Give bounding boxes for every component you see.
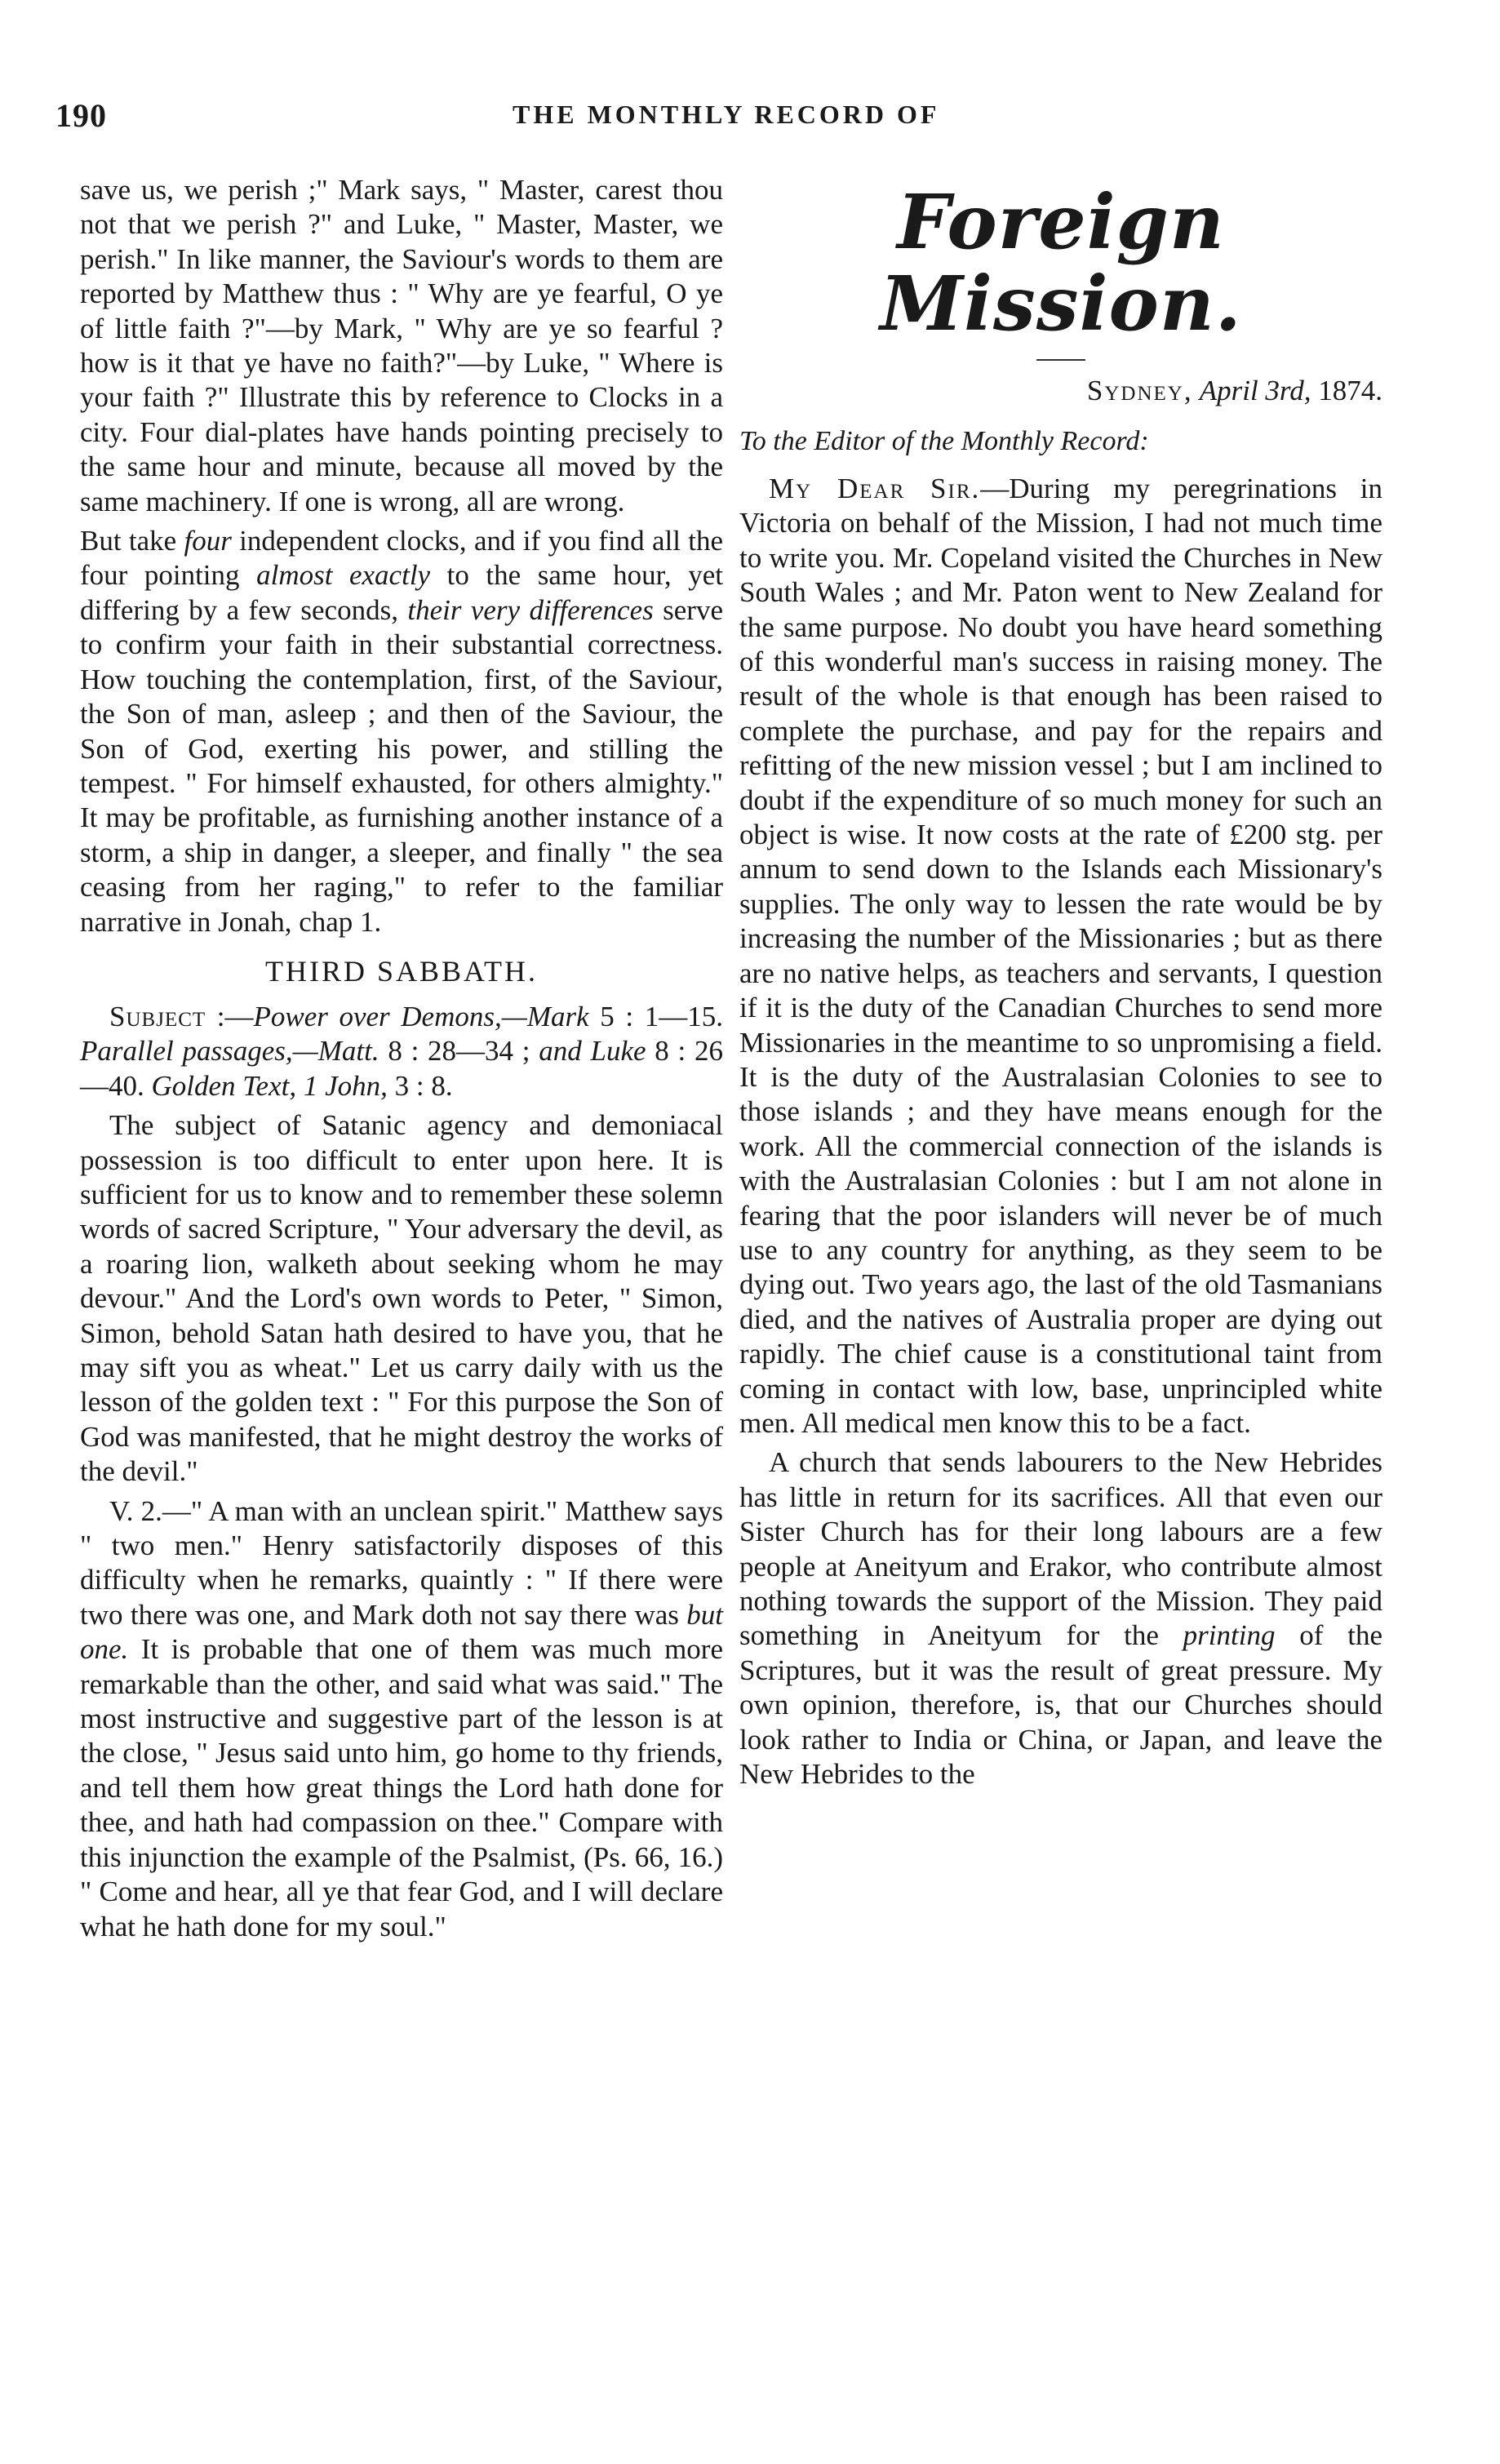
paragraph-clocks (80, 524, 723, 939)
subject-paragraph (80, 1000, 723, 1103)
paragraph-continuation: save us, we perish ;" Mark says, " Master, carest thou not that we perish ?" and Luke, " Master, Master, we perish." In like manner, the Saviour's words to them are reported by Matthew thus : " Why are ye fearful, O ye of little faith ?"—by Mark, " Why are ye so fearful ? how is it that ye have no faith?"—by Luke, " Where is your faith ?" Illustrate this by reference to Clocks in a city. Four dial-plates have hands pointing precisely to the same hour and minute, because all moved by the same machinery. If one is wrong, all are wrong. (80, 174, 723, 517)
text-run: V. 2.—" A man with an unclean spirit." Matthew says " two men." Henry satisfactorily disposes of this difficulty when he remarks, quaintly : " If there were two there was one, and Mark doth not say there was (80, 1494, 723, 1631)
salutation (769, 473, 980, 504)
title-rule (1036, 359, 1085, 361)
addressee: To the Editor of the Monthly Record: (739, 426, 1149, 456)
right-column (739, 173, 1382, 1796)
paragraph-satanic-agency: The subject of Satanic agency and demoniacal possession is too difficult to enter upon here. It is sufficient for us to know and to remember these solemn words of sacred Scripture, " Your adversary the devil, as a roaring lion, walketh about seeking whom he may devour." And the Lord's own words to Peter, " Simon, Simon, behold Satan hath desired to have you, that he may sift you as wheat." Let us carry daily with us the lesson of the golden text : " For this purpose the Son of God was manifested, that he might destroy the works of the devil." (80, 1109, 723, 1488)
dateline-place: Sydney, (1086, 375, 1193, 406)
section-heading: THIRD SABBATH. (264, 954, 539, 988)
salutation-text: My Dear Sir. (769, 473, 981, 504)
emphasis: printing (1183, 1619, 1276, 1652)
text-run: 3 : 8. (387, 1069, 453, 1102)
text-run: It is probable that one of them was much more remarkable than the other, and said what was said." The most instructive and suggestive part of the lesson is at the close, " Jesus said unto him, go home to thy friends, and tell them how great things the Lord hath done for thee, and hath had compassion on thee." Compare with this injunction the example of the Psalmist, (Ps. 66, 16.) " Come and hear, all ye that fear God, and I will declare what he hath done for my soul." (80, 1633, 723, 1942)
paragraph-verse-2 (80, 1494, 723, 1944)
emphasis: Parallel passages,—Matt. (80, 1035, 379, 1068)
text-run: to the same hour, yet differing by a few seconds, (80, 559, 723, 626)
left-column (80, 173, 723, 1949)
letter-paragraph-2 (739, 1445, 1382, 1791)
subject-title: Power over Demons,—Mark (253, 1000, 589, 1032)
text-run: 8 : 28—34 ; (379, 1035, 539, 1068)
running-head: THE MONTHLY RECORD OF (513, 100, 940, 129)
dateline-year: 1874. (1311, 375, 1382, 406)
letter-paragraph-1 (739, 472, 1382, 1441)
page-header (55, 96, 1443, 145)
text-run: of the Scriptures, but it was the result of great pressure. My own opinion, therefore, is, that our Churches should look rather to India or China, or Japan, and leave the New Hebrides to the (739, 1619, 1382, 1791)
text-run: 8 : 26—40. (80, 1035, 723, 1102)
emphasis: almost exactly (256, 559, 431, 592)
emphasis: but one. (80, 1598, 723, 1666)
text-run: But take (80, 525, 184, 557)
emphasis: and Luke (539, 1035, 646, 1068)
text-run: :— (206, 1000, 254, 1032)
text-run: 5 : 1—15. (588, 1000, 723, 1032)
text-run: —During my peregrinations in Victoria on behalf of the Mission, I had not much time to write you. Mr. Copeland visited the Churches in New South Wales ; and Mr. Paton went to New Zealand for the same purpose. No doubt you have heard something of this wonderful man's success in raising money. The result of the whole is that enough has been raised to complete the purchase, and pay for the repairs and refitting of the new mission vessel ; but I am inclined to doubt if the expenditure of so much money for such an object is wise. It now costs at the rate of £200 stg. per annum to send down to the Islands each Missionary's supplies. The only way to lessen the rate would be by increasing the number of the Missionaries ; but as there are no native helps, as teachers and servants, I question if it is the duty of the Canadian Churches to send more Missionaries in the meantime to so unpromising a field. It is the duty of the Australasian Colonies to see to those islands ; and they have means enough for the work. All the commercial connection of the islands is with the Australasian Colonies : but I am not alone in fearing that the poor islanders will never be of much use to any country for anything, as they seem to be dying out. Two years ago, the last of the old Tasmanians died, and the natives of Australia proper are dying out rapidly. The chief cause is a constitutional taint from coming in contact with low, base, unprincipled white men. All medical men know this to be a fact. (739, 473, 1383, 1439)
dateline (739, 374, 1382, 408)
golden-text-label: Golden Text, 1 John, (151, 1069, 388, 1102)
text-run: independent clocks, and if you find all the four pointing (80, 525, 723, 592)
article-title: Foreign Mission. (880, 178, 1242, 348)
text-run: A church that sends labourers to the New Hebrides has little in return for its sacrifices. All that even our Sister Church has for their long labours are a few people at Aneityum and Erakor, who contribute almost nothing towards the support of the Mission. They paid something in Aneityum for the (739, 1446, 1382, 1652)
dateline-date: April 3rd, (1192, 375, 1311, 406)
emphasis: four (184, 525, 232, 557)
subject-label: Subject (109, 1000, 206, 1032)
emphasis: their very differences (407, 593, 654, 626)
page-number: 190 (55, 97, 107, 134)
text-run: serve to confirm your faith in their substantial correctness. How touching the contemplation, first, of the Saviour, the Son of man, asleep ; and then of the Saviour, the Son of God, exerting his power, and stilling the tempest. " For himself exhausted, for others almighty." It may be profitable, as furnishing another instance of a storm, a ship in danger, a sleeper, and finally " the sea ceasing from her raging," to refer to the familiar narrative in Jonah, chap 1. (80, 593, 723, 938)
